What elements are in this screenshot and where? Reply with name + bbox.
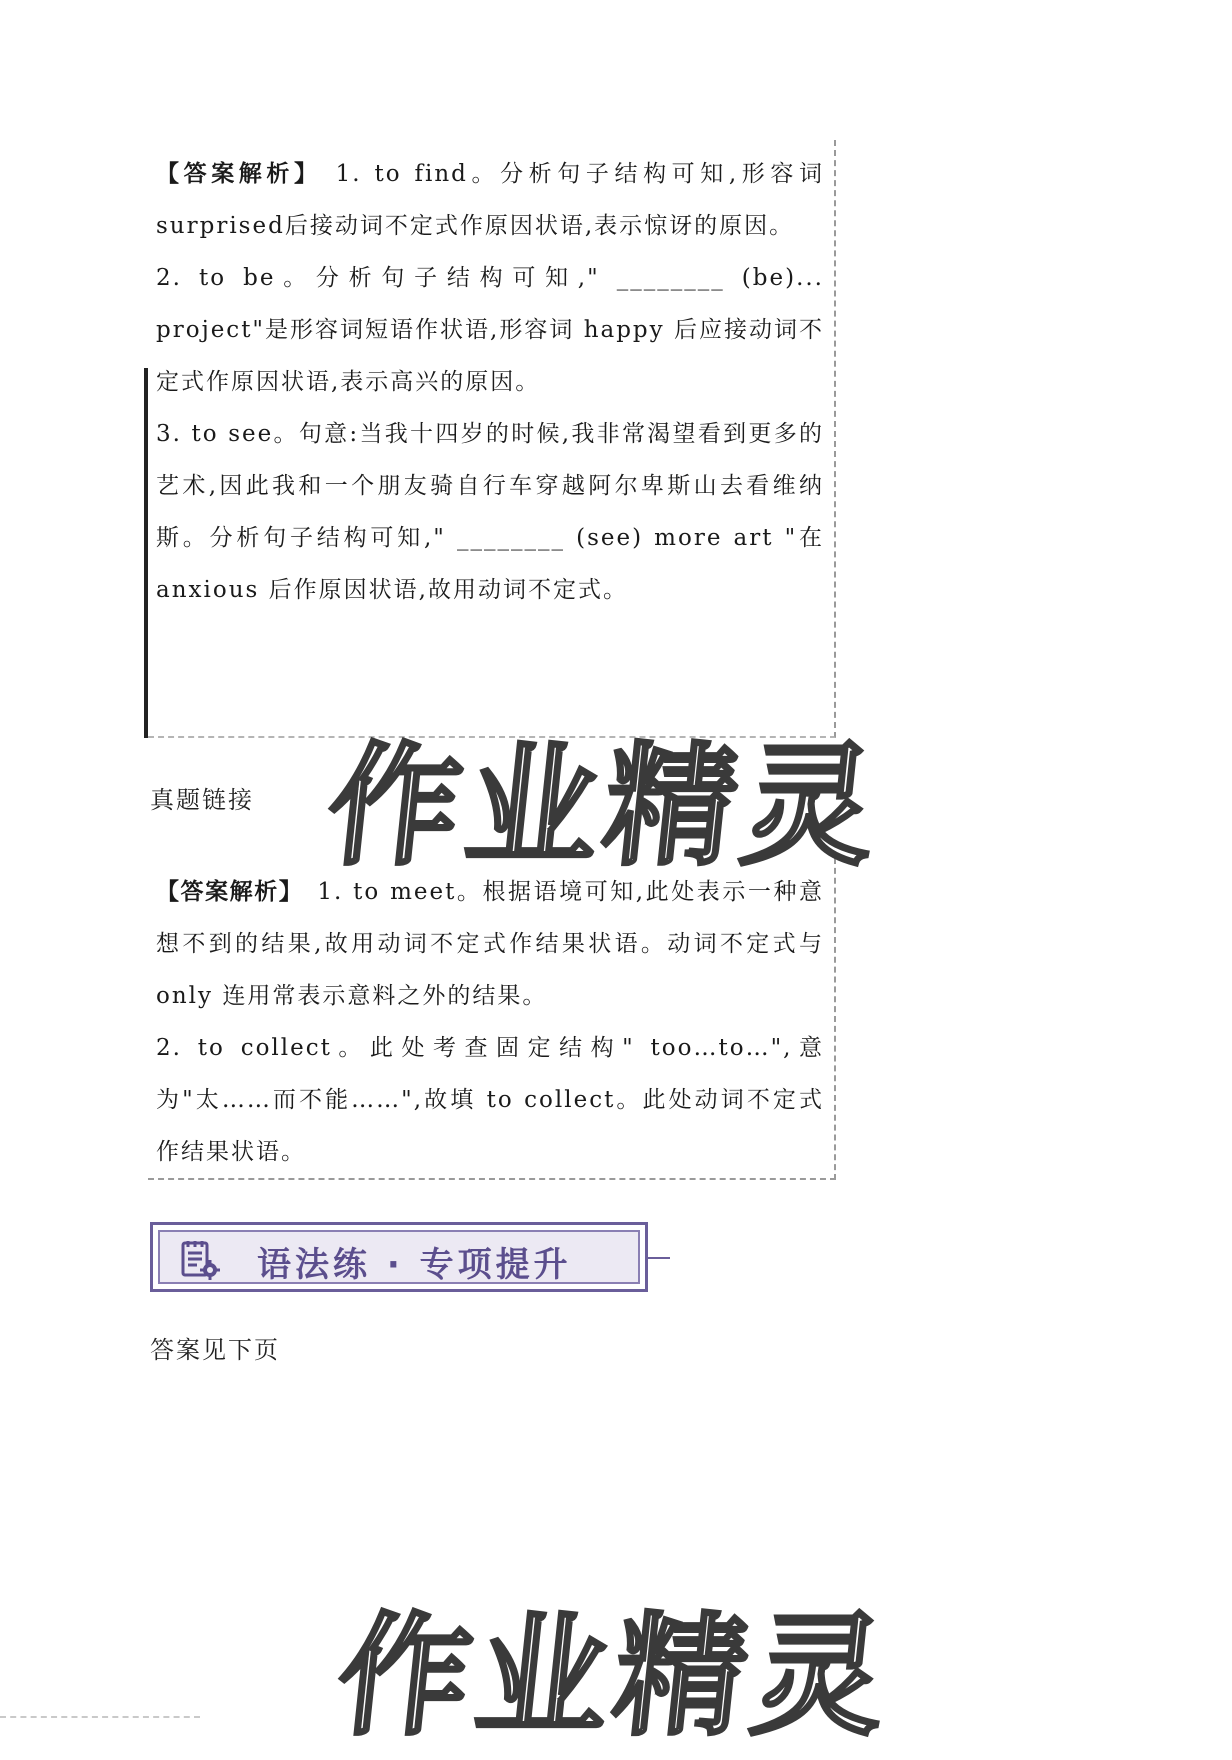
left-accent-bar <box>144 368 148 738</box>
answer-text: 1. to meet。根据语境可知,此处表示一种意想不到的结果,故用动词不定式作结果状语。动词不定式与 only 连用常表示意料之外的结果。 <box>156 879 824 1009</box>
answer-item-1 <box>148 140 834 252</box>
answer-analysis-box-1 <box>148 140 836 738</box>
answer-tag: 【答案解析】 <box>156 161 322 187</box>
next-page-note: 答案见下页 <box>150 1336 280 1364</box>
banner-title: 语法练 · 专项提升 <box>257 1245 572 1285</box>
answer-item-2: 2. to collect。此处考查固定结构" too…to…",意为"太……而不能……",故填 to collect。此处动词不定式作结果状语。 <box>156 1035 824 1165</box>
answer-analysis-box-2 <box>148 858 836 1180</box>
answer-item-3: 3. to see。句意:当我十四岁的时候,我非常渴望看到更多的艺术,因此我和一个朋友骑自行车穿越阿尔卑斯山去看维纳斯。分析句子结构可知," ________ (see) more art "在 anxious 后作原因状语,故用动词不定式。 <box>156 421 824 603</box>
answer-text: 1. to find。分析句子结构可知,形容词surprised后接动词不定式作原因状语,表示惊讶的原因。 <box>156 161 824 239</box>
watermark: 作业精灵 <box>320 730 889 884</box>
notepad-gear-icon <box>179 1239 221 1281</box>
grammar-practice-banner <box>150 1222 648 1292</box>
answer-item-2: 2. to be。分析句子结构可知," ________ (be)... project"是形容词短语作状语,形容词 happy 后应接动词不定式作原因状语,表示高兴的原因。 <box>156 265 824 395</box>
banner-trailing-line <box>648 1257 670 1259</box>
footer-divider <box>0 1716 200 1718</box>
section-label-real-exam-link: 真题链接 <box>150 786 254 814</box>
watermark: 作业精灵 <box>330 1600 899 1754</box>
answer-tag: 【答案解析】 <box>156 879 304 905</box>
